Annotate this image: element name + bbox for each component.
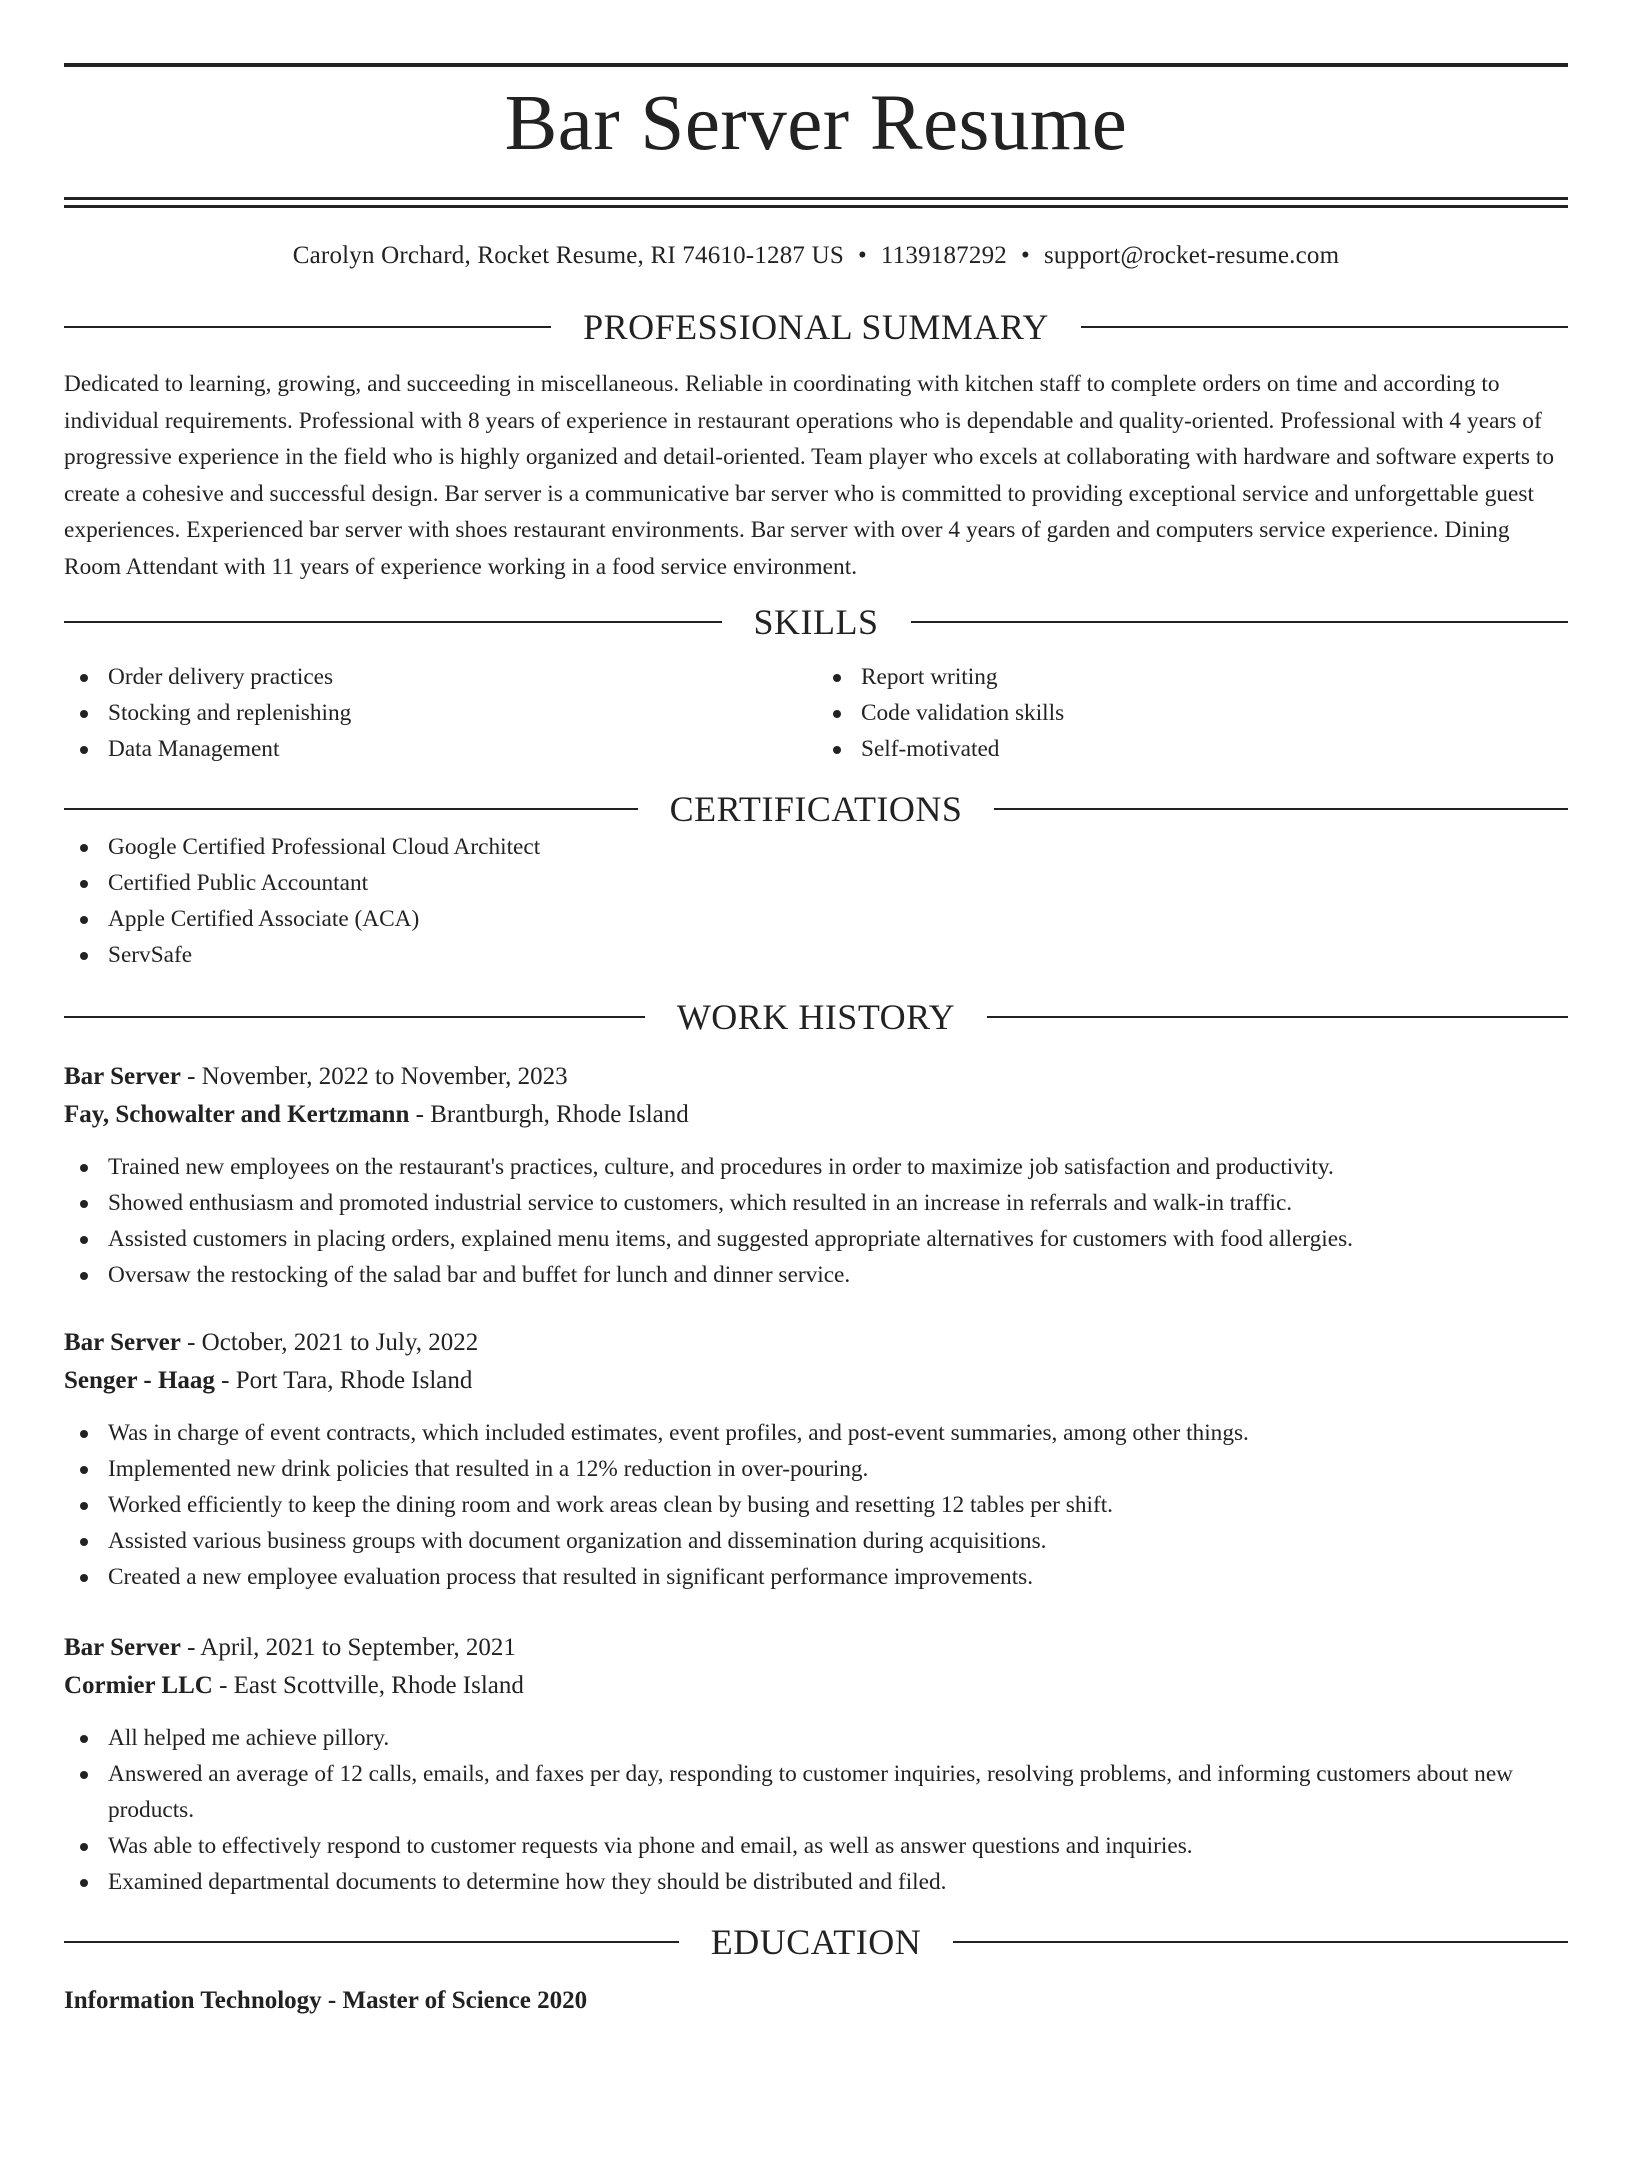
certifications-list bbox=[64, 829, 1568, 973]
job-title: Bar Server bbox=[64, 1634, 181, 1661]
job-bullet: Answered an average of 12 calls, emails, and faxes per day, responding to customer inquiries, resolving problems, and informing customers about new products. bbox=[64, 1756, 1568, 1828]
heading-rule bbox=[64, 621, 722, 623]
contact-address: Carolyn Orchard, Rocket Resume, RI 74610-1287 US bbox=[292, 242, 844, 269]
skills-list-left bbox=[64, 659, 815, 767]
skill-item: Self-motivated bbox=[817, 731, 1568, 767]
job-entry bbox=[64, 1629, 1568, 1900]
heading-rule bbox=[987, 1016, 1568, 1018]
contact-separator: • bbox=[857, 242, 867, 269]
job-bullet: Was in charge of event contracts, which included estimates, event profiles, and post-event summaries, among other things. bbox=[64, 1415, 1568, 1451]
contact-separator: • bbox=[1020, 242, 1030, 269]
job-company-line bbox=[64, 1096, 1568, 1134]
job-location: - Brantburgh, Rhode Island bbox=[409, 1101, 689, 1128]
skill-item: Order delivery practices bbox=[64, 659, 815, 695]
job-company-line bbox=[64, 1362, 1568, 1400]
skill-item: Data Management bbox=[64, 731, 815, 767]
job-dates: - April, 2021 to September, 2021 bbox=[180, 1634, 516, 1661]
job-bullet: Oversaw the restocking of the salad bar and buffet for lunch and dinner service. bbox=[64, 1257, 1568, 1293]
top-rule bbox=[64, 63, 1568, 67]
certification-item: Apple Certified Associate (ACA) bbox=[64, 901, 1568, 937]
section-title: PROFESSIONAL SUMMARY bbox=[583, 307, 1049, 347]
job-bullet: Examined departmental documents to determine how they should be distributed and filed. bbox=[64, 1864, 1568, 1900]
section-heading-skills bbox=[64, 602, 1568, 642]
job-bullet: Showed enthusiasm and promoted industrial service to customers, which resulted in an increase in referrals and walk-in traffic. bbox=[64, 1185, 1568, 1221]
job-bullets bbox=[64, 1720, 1568, 1900]
section-title: WORK HISTORY bbox=[676, 997, 956, 1037]
skill-item: Report writing bbox=[817, 659, 1568, 695]
job-title-line bbox=[64, 1058, 1568, 1096]
heading-rule bbox=[64, 1016, 645, 1018]
resume-title: Bar Server Resume bbox=[504, 80, 1128, 167]
job-bullet: Assisted various business groups with document organization and dissemination during acquisitions. bbox=[64, 1523, 1568, 1559]
job-company: Senger - Haag bbox=[64, 1367, 215, 1394]
section-heading-summary bbox=[64, 307, 1568, 347]
section-title: EDUCATION bbox=[710, 1922, 922, 1962]
job-entry bbox=[64, 1324, 1568, 1595]
certification-item: ServSafe bbox=[64, 937, 1568, 973]
job-company-line bbox=[64, 1667, 1568, 1705]
title-double-rule bbox=[64, 197, 1568, 208]
skills-list-right bbox=[815, 659, 1568, 767]
resume-page bbox=[0, 63, 1632, 2175]
contact-phone: 1139187292 bbox=[880, 242, 1007, 269]
heading-rule bbox=[953, 1941, 1568, 1943]
job-dates: - October, 2021 to July, 2022 bbox=[180, 1329, 479, 1356]
section-heading-certifications bbox=[64, 789, 1568, 829]
certification-item: Google Certified Professional Cloud Architect bbox=[64, 829, 1568, 865]
job-title-line bbox=[64, 1324, 1568, 1362]
job-location: - Port Tara, Rhode Island bbox=[214, 1367, 473, 1394]
heading-rule bbox=[64, 1941, 679, 1943]
section-heading-work-history bbox=[64, 997, 1568, 1037]
job-company: Cormier LLC bbox=[64, 1672, 213, 1699]
education-entry: Information Technology - Master of Science 2020 bbox=[64, 1987, 588, 2014]
job-bullets bbox=[64, 1415, 1568, 1595]
job-bullet: All helped me achieve pillory. bbox=[64, 1720, 1568, 1756]
skill-item: Stocking and replenishing bbox=[64, 695, 815, 731]
job-title: Bar Server bbox=[64, 1063, 181, 1090]
job-bullet: Assisted customers in placing orders, explained menu items, and suggested appropriate alternatives for customers with food allergies. bbox=[64, 1221, 1568, 1257]
professional-summary: Dedicated to learning, growing, and succeeding in miscellaneous. Reliable in coordinating with kitchen staff to complete orders on time and according to individual requirements. Professional with 8 years of experience in restaurant operations who is dependable and quality-oriented. Professional with 4 years of progressive experience in the field who is highly organized and detail-oriented. Team player who excels at collaborating with hardware and software experts to create a cohesive and successful design. Bar server is a communicative bar server who is committed to providing exceptional service and unforgettable guest experiences. Experienced bar server with shoes restaurant environments. Bar server with over 4 years of garden and computers service experience. Dining Room Attendant with 11 years of experience working in a food service environment. bbox=[64, 371, 1555, 580]
contact-line bbox=[64, 241, 1568, 271]
job-title: Bar Server bbox=[64, 1329, 181, 1356]
job-bullet: Trained new employees on the restaurant's practices, culture, and procedures in order to maximize job satisfaction and productivity. bbox=[64, 1149, 1568, 1185]
heading-rule bbox=[64, 808, 638, 810]
certification-item: Certified Public Accountant bbox=[64, 865, 1568, 901]
skill-item: Code validation skills bbox=[817, 695, 1568, 731]
job-bullet: Created a new employee evaluation process that resulted in significant performance improvements. bbox=[64, 1559, 1568, 1595]
heading-rule bbox=[1081, 326, 1568, 328]
heading-rule bbox=[64, 326, 551, 328]
contact-email: support@rocket-resume.com bbox=[1043, 242, 1340, 269]
heading-rule bbox=[994, 808, 1568, 810]
job-bullet: Implemented new drink policies that resulted in a 12% reduction in over-pouring. bbox=[64, 1451, 1568, 1487]
job-bullets bbox=[64, 1149, 1568, 1293]
job-title-line bbox=[64, 1629, 1568, 1667]
job-bullet: Worked efficiently to keep the dining room and work areas clean by busing and resetting 12 tables per shift. bbox=[64, 1487, 1568, 1523]
job-dates: - November, 2022 to November, 2023 bbox=[180, 1063, 568, 1090]
section-title: CERTIFICATIONS bbox=[669, 789, 963, 829]
job-entry bbox=[64, 1058, 1568, 1293]
job-bullet: Was able to effectively respond to customer requests via phone and email, as well as answer questions and inquiries. bbox=[64, 1828, 1568, 1864]
section-heading-education bbox=[64, 1922, 1568, 1962]
heading-rule bbox=[911, 621, 1569, 623]
job-company: Fay, Schowalter and Kertzmann bbox=[64, 1101, 410, 1128]
section-title: SKILLS bbox=[753, 602, 879, 642]
skills-grid bbox=[64, 659, 1568, 767]
job-location: - East Scottville, Rhode Island bbox=[212, 1672, 524, 1699]
